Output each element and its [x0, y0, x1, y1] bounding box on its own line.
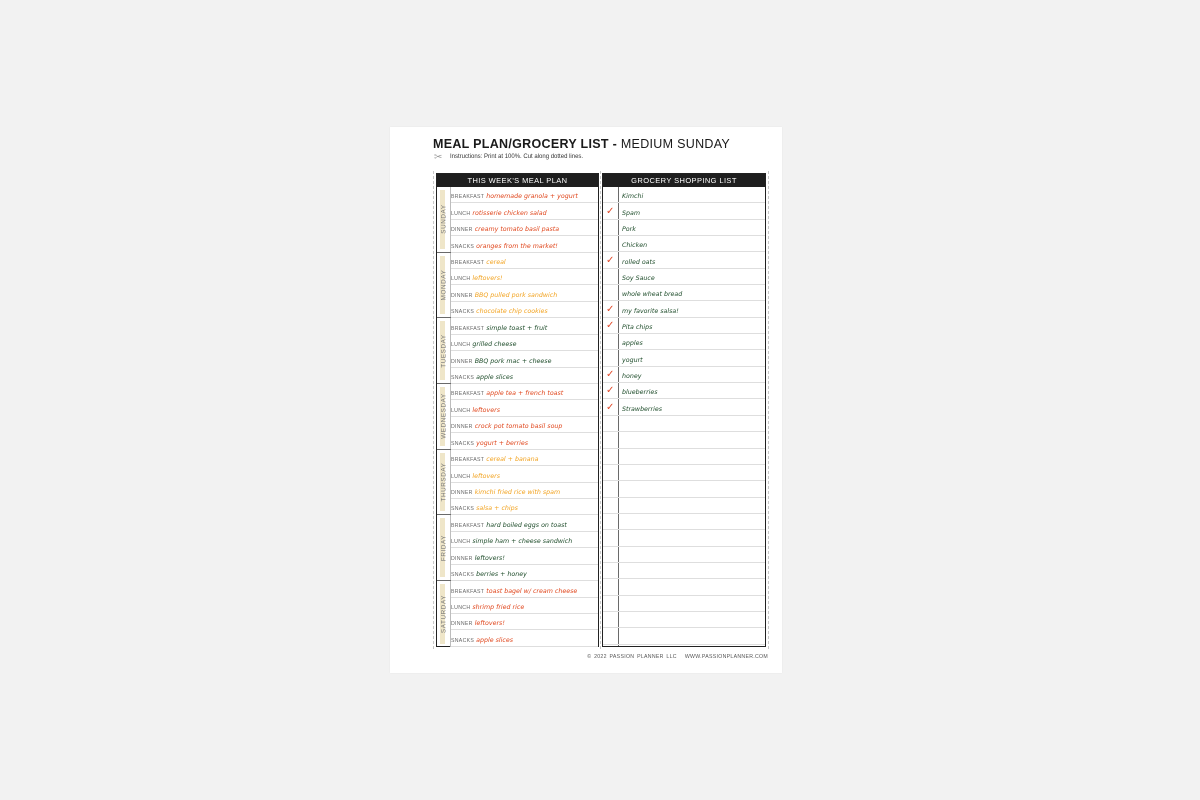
meal-label: LUNCH: [451, 342, 471, 349]
meal-label: BREAKFAST: [451, 391, 485, 398]
meal-label: LUNCH: [451, 210, 471, 217]
scissors-icon: ✂: [434, 152, 443, 163]
meal-row-lunch[interactable]: [451, 400, 598, 416]
meal-row-snacks[interactable]: [451, 630, 598, 646]
meal-plan-heading: THIS WEEK'S MEAL PLAN: [437, 174, 598, 187]
meal-entry: leftovers!: [474, 620, 505, 628]
day-label-column: [437, 515, 451, 580]
meal-entry: simple ham + cheese sandwich: [472, 538, 573, 546]
meal-entry: rotisserie chicken salad: [472, 209, 547, 217]
grocery-item: honey: [622, 373, 642, 381]
grocery-row[interactable]: [603, 351, 765, 367]
meal-row-breakfast[interactable]: [451, 253, 598, 269]
meal-row-snacks[interactable]: [451, 433, 598, 449]
grocery-row[interactable]: [603, 236, 765, 252]
grocery-row[interactable]: [603, 318, 765, 334]
meal-label: DINNER: [451, 292, 473, 299]
day-block-monday: [437, 253, 598, 319]
meal-row-dinner[interactable]: [451, 614, 598, 630]
meal-plan-sheet: [390, 127, 782, 673]
grocery-row[interactable]: [603, 220, 765, 236]
grocery-item: Spam: [622, 209, 640, 217]
meal-row-snacks[interactable]: [451, 499, 598, 515]
day-label-column: [437, 187, 451, 252]
meal-row-lunch[interactable]: [451, 335, 598, 351]
instructions: Instructions: Print at 100%. Cut along dotted lines.: [450, 154, 584, 160]
meal-row-lunch[interactable]: [451, 532, 598, 548]
grocery-item: yogurt: [622, 356, 643, 364]
meal-label: DINNER: [451, 555, 473, 562]
grocery-row[interactable]: [603, 579, 765, 595]
grocery-item: my favorite salsa!: [622, 307, 679, 315]
day-label-column: [437, 384, 451, 449]
meal-entry: homemade granola + yogurt: [486, 193, 578, 201]
grocery-item: blueberries: [622, 389, 658, 397]
grocery-row[interactable]: [603, 252, 765, 268]
meal-row-dinner[interactable]: [451, 417, 598, 433]
meal-label: SNACKS: [451, 309, 475, 316]
meal-entry: hard boiled eggs on toast: [486, 521, 567, 529]
meal-row-lunch[interactable]: [451, 203, 598, 219]
checkmark-icon[interactable]: ✓: [606, 401, 615, 413]
grocery-row[interactable]: [603, 285, 765, 301]
meal-entry: BBQ pulled pork sandwich: [474, 291, 558, 299]
meal-entry: leftovers: [472, 406, 501, 414]
grocery-row[interactable]: [603, 449, 765, 465]
day-name: SUNDAY: [440, 204, 448, 235]
checkmark-icon[interactable]: ✓: [606, 320, 615, 332]
meal-label: SNACKS: [451, 637, 475, 644]
grocery-row[interactable]: [603, 269, 765, 285]
meal-row-breakfast[interactable]: [451, 581, 598, 597]
grocery-row[interactable]: [603, 187, 765, 203]
title-bold: MEAL PLAN/GROCERY LIST: [433, 137, 609, 151]
grocery-item: Soy Sauce: [622, 275, 655, 283]
meal-row-breakfast[interactable]: [451, 515, 598, 531]
day-name: TUESDAY: [440, 333, 448, 368]
footer-copyright: © 2022 PASSION PLANNER LLC: [587, 654, 677, 660]
meal-label: DINNER: [451, 358, 473, 365]
meal-label: BREAKFAST: [451, 260, 485, 267]
grocery-row[interactable]: [603, 383, 765, 399]
grocery-row[interactable]: [603, 481, 765, 497]
meal-row-lunch[interactable]: [451, 269, 598, 285]
title-separator: -: [608, 137, 621, 151]
meal-label: BREAKFAST: [451, 194, 485, 201]
day-label-column: [437, 581, 451, 647]
grocery-row[interactable]: [603, 530, 765, 546]
meal-row-lunch[interactable]: [451, 466, 598, 482]
meal-entry: apple slices: [476, 636, 514, 644]
footer: [587, 654, 768, 660]
meal-entry: apple tea + french toast: [486, 390, 564, 398]
meal-entry: kimchi fried rice with spam: [474, 488, 561, 496]
meal-entry: toast bagel w/ cream cheese: [486, 587, 578, 595]
checkmark-icon[interactable]: ✓: [606, 254, 615, 266]
meal-entry: shrimp fried rice: [472, 603, 525, 611]
meal-entry: leftovers!: [474, 554, 505, 562]
grocery-item: whole wheat bread: [622, 291, 683, 299]
day-name: MONDAY: [440, 269, 448, 301]
checkmark-icon[interactable]: ✓: [606, 303, 615, 315]
meal-entry: leftovers: [472, 472, 501, 480]
meal-plan-days: [437, 187, 598, 647]
day-name: THURSDAY: [440, 462, 448, 502]
day-label-column: [437, 318, 451, 383]
grocery-heading: GROCERY SHOPPING LIST: [603, 174, 765, 187]
checkmark-icon[interactable]: ✓: [606, 369, 615, 381]
meal-row-breakfast[interactable]: [451, 318, 598, 334]
grocery-row[interactable]: [603, 596, 765, 612]
cut-line-right: [768, 171, 769, 649]
meal-row-dinner[interactable]: [451, 220, 598, 236]
meal-entry: apple slices: [476, 373, 514, 381]
day-name: WEDNESDAY: [440, 393, 448, 440]
day-name: SATURDAY: [440, 594, 448, 634]
grocery-item: Kimchi: [622, 193, 644, 201]
day-block-wednesday: [437, 384, 598, 450]
checkmark-icon[interactable]: ✓: [606, 205, 615, 217]
grocery-row[interactable]: [603, 432, 765, 448]
title-rest: MEDIUM SUNDAY: [620, 137, 731, 151]
meal-row-snacks[interactable]: [451, 565, 598, 581]
meal-label: LUNCH: [451, 407, 471, 414]
page-title: [433, 137, 730, 151]
meal-label: SNACKS: [451, 374, 475, 381]
meal-row-snacks[interactable]: [451, 302, 598, 318]
cut-line-middle: [600, 171, 601, 649]
meal-label: BREAKFAST: [451, 325, 485, 332]
day-name: FRIDAY: [440, 534, 448, 561]
grocery-row[interactable]: [603, 367, 765, 383]
meal-label: BREAKFAST: [451, 457, 485, 464]
checkmark-icon[interactable]: ✓: [606, 385, 615, 397]
meal-plan-panel: [436, 173, 599, 647]
meal-entry: oranges from the market!: [476, 242, 558, 250]
grocery-item: rolled oats: [622, 258, 656, 266]
day-block-friday: [437, 515, 598, 581]
grocery-item: Strawberries: [622, 405, 663, 413]
grocery-row[interactable]: [603, 400, 765, 416]
meal-label: DINNER: [451, 227, 473, 234]
grocery-row[interactable]: [603, 334, 765, 350]
day-block-saturday: [437, 581, 598, 647]
grocery-row[interactable]: [603, 514, 765, 530]
meal-row-snacks[interactable]: [451, 368, 598, 384]
meal-row-dinner[interactable]: [451, 483, 598, 499]
day-block-sunday: [437, 187, 598, 253]
meal-entry: cereal + banana: [486, 456, 539, 464]
grocery-row[interactable]: [603, 547, 765, 563]
grocery-row[interactable]: [603, 612, 765, 628]
meal-row-breakfast[interactable]: [451, 384, 598, 400]
grocery-row[interactable]: [603, 416, 765, 432]
day-label-column: [437, 450, 451, 515]
meal-row-dinner[interactable]: [451, 548, 598, 564]
meal-label: SNACKS: [451, 440, 475, 447]
meal-row-lunch[interactable]: [451, 598, 598, 614]
meal-label: LUNCH: [451, 539, 471, 546]
meal-entry: grilled cheese: [472, 341, 517, 349]
meal-row-snacks[interactable]: [451, 236, 598, 252]
meal-entry: cereal: [486, 259, 506, 267]
grocery-row[interactable]: [603, 301, 765, 317]
grocery-item: apples: [622, 340, 643, 348]
meal-entry: yogurt + berries: [476, 439, 528, 447]
meal-label: BREAKFAST: [451, 522, 485, 529]
meal-label: SNACKS: [451, 243, 475, 250]
meal-entry: simple toast + fruit: [486, 324, 548, 332]
grocery-item: Pita chips: [622, 324, 653, 332]
grocery-row[interactable]: [603, 563, 765, 579]
grocery-panel: [602, 173, 766, 647]
meal-entry: leftovers!: [472, 275, 503, 283]
grocery-row[interactable]: [603, 628, 765, 644]
meal-label: SNACKS: [451, 572, 475, 579]
meal-row-dinner[interactable]: [451, 351, 598, 367]
meal-row-breakfast[interactable]: [451, 450, 598, 466]
grocery-item: Chicken: [622, 242, 648, 250]
cut-line-left: [433, 171, 434, 649]
meal-row-dinner[interactable]: [451, 285, 598, 301]
meal-entry: creamy tomato basil pasta: [474, 226, 560, 234]
day-label-column: [437, 253, 451, 318]
meal-label: LUNCH: [451, 473, 471, 480]
meal-label: DINNER: [451, 424, 473, 431]
meal-entry: berries + honey: [476, 571, 527, 579]
meal-entry: crock pot tomato basil soup: [474, 423, 563, 431]
meal-entry: BBQ pork mac + cheese: [474, 357, 552, 365]
meal-entry: chocolate chip cookies: [476, 308, 548, 316]
grocery-item: Pork: [622, 225, 636, 233]
grocery-row[interactable]: [603, 498, 765, 514]
grocery-row[interactable]: [603, 203, 765, 219]
meal-label: DINNER: [451, 621, 473, 628]
day-block-thursday: [437, 450, 598, 516]
meal-label: SNACKS: [451, 506, 475, 513]
meal-label: LUNCH: [451, 276, 471, 283]
meal-entry: salsa + chips: [476, 505, 518, 513]
meal-row-breakfast[interactable]: [451, 187, 598, 203]
day-block-tuesday: [437, 318, 598, 384]
meal-label: LUNCH: [451, 604, 471, 611]
meal-label: DINNER: [451, 489, 473, 496]
grocery-row[interactable]: [603, 465, 765, 481]
grocery-list: [603, 187, 765, 646]
footer-website[interactable]: WWW.PASSIONPLANNER.COM: [684, 654, 768, 660]
meal-label: BREAKFAST: [451, 588, 485, 595]
